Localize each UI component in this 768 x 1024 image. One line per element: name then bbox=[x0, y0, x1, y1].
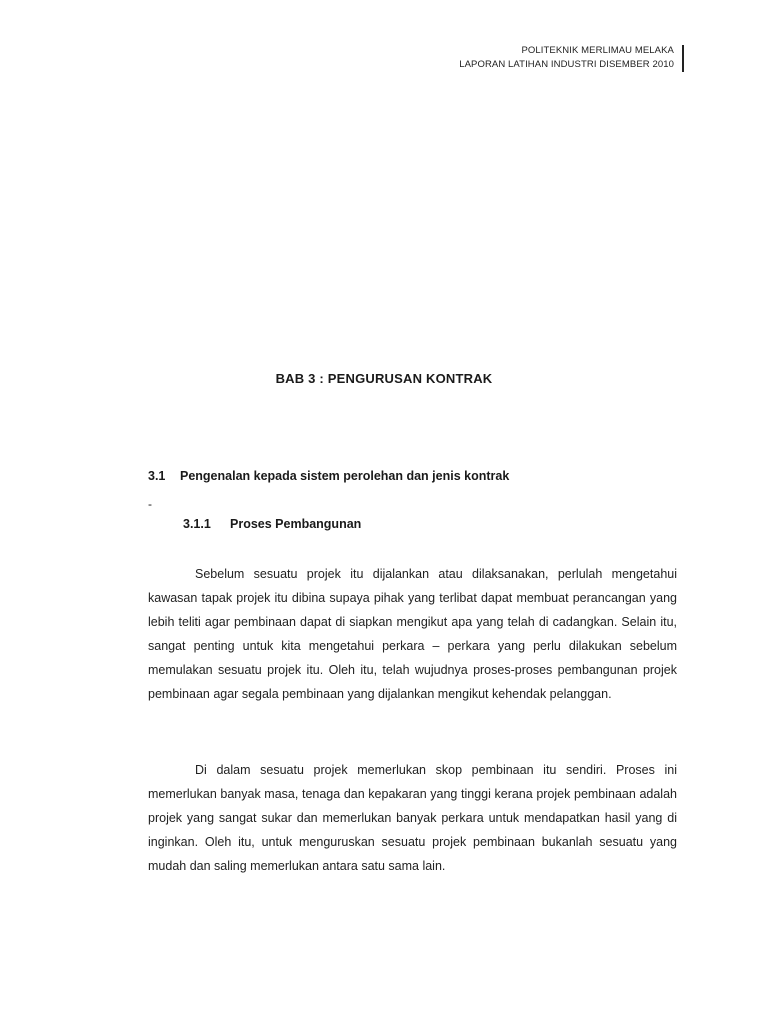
section-title: Pengenalan kepada sistem perolehan dan jenis kontrak bbox=[180, 469, 510, 483]
body-paragraph-2: Di dalam sesuatu projek memerlukan skop pembinaan itu sendiri. Proses ini memerlukan banyak masa, tenaga dan kepakaran yang tinggi kerana projek pembinaan adalah projek yang sangat sukar dan memerlukan banyak perkara untuk mendapatkan hasil yang di inginkan. Oleh itu, untuk menguruskan sesuatu projek pembinaan bukanlah sesuatu yang mudah dan saling memerlukan antara satu sama lain. bbox=[148, 763, 677, 873]
body-paragraph-1: Sebelum sesuatu projek itu dijalankan atau dilaksanakan, perlulah mengetahui kawasan tapak projek itu dibina supaya pihak yang terlibat dapat membuat perancangan yang lebih teliti agar pembinaan dapat di siapkan mengikut apa yang telah di cadangkan. Selain itu, sangat penting untuk kita mengetahui perkara – perkara yang perlu dilakukan sebelum memulakan sesuatu projek itu. Oleh itu, telah wujudnya proses-proses pembangunan projek pembinaan agar segala pembinaan yang dijalankan mengikut kehendak pelanggan. bbox=[148, 567, 677, 701]
running-header bbox=[459, 44, 674, 71]
header-vertical-rule bbox=[682, 45, 684, 72]
chapter-title: BAB 3 : PENGURUSAN KONTRAK bbox=[275, 371, 493, 386]
header-report-title: LAPORAN LATIHAN INDUSTRI DISEMBER 2010 bbox=[459, 58, 674, 70]
subsection-title: Proses Pembangunan bbox=[230, 517, 362, 531]
dash-marker: - bbox=[148, 497, 152, 511]
section-heading bbox=[148, 469, 509, 483]
header-institution: POLITEKNIK MERLIMAU MELAKA bbox=[521, 45, 674, 56]
subsection-heading bbox=[183, 517, 361, 531]
section-number: 3.1 bbox=[148, 469, 166, 483]
subsection-number: 3.1.1 bbox=[183, 517, 211, 531]
